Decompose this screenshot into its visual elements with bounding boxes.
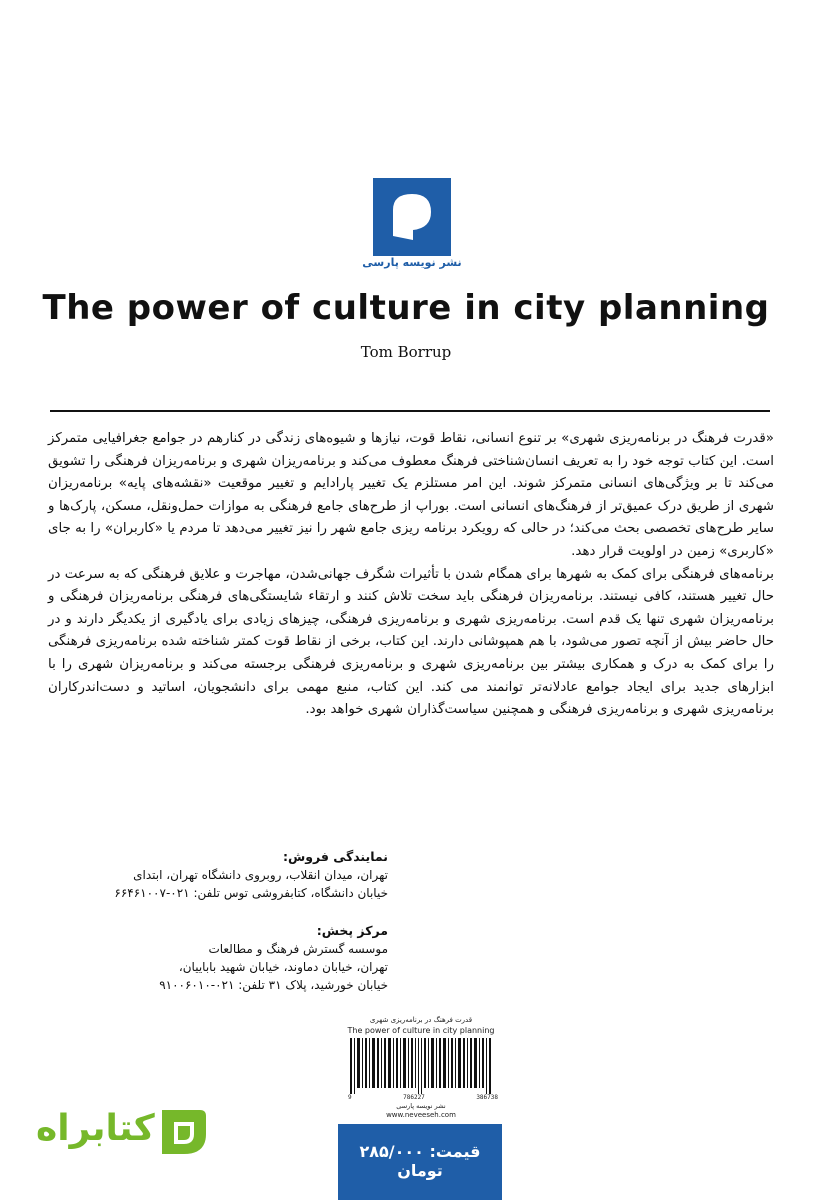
- barcode-title-fa: قدرت فرهنگ در برنامه‌ریزی شهری: [369, 1016, 473, 1024]
- publisher-logo: [373, 178, 451, 256]
- sales-info: [68, 848, 388, 902]
- barcode-digit-1: 9: [348, 1094, 352, 1101]
- sales-line-1: تهران، میدان انقلاب، روبروی دانشگاه تهران، ابتدای: [133, 868, 388, 882]
- barcode-block: [342, 1016, 500, 1120]
- book-title: The power of culture in city planning: [42, 288, 770, 328]
- barcode-title-en: The power of culture in city planning: [347, 1026, 495, 1035]
- description-paragraph-1: «قدرت فرهنگ در برنامه‌ریزی شهری» بر تنوع انسانی، نقاط قوت، نیازها و شیوه‌های زندگی در کنارهم در جوامع جغرافیایی متمرکز است. این کتاب توجه خود را به تعریف انسان‌شناختی فرهنگ معطوف می‌کند و برنامه‌ریزان شهری و برنامه‌ریزان فرهنگی را تشویق می‌کند تا بر ویژگی‌های انسانی متمرکز شوند. این امر مستلزم یک تغییر پارادایم و تغییر موقعیت «نقشه‌های پایه» برنامه‌ریزان شهری از طریق درک عمیق‌تر از فرهنگ‌های انسانی است. بوراپ از طرح‌های جامع فرهنگی به موازات حمل‌ونقل، مسکن، پارک‌ها و سایر طرح‌های تخصصی بحث می‌کند؛ در حالی که رویکرد برنامه ریزی جامع شهر را نیز تغییر می‌دهد تا مردم یا «کاربران» را به جای «کاربری» زمین در اولویت قرار دهد.: [48, 431, 774, 559]
- description-paragraph-2: برنامه‌های فرهنگی برای کمک به شهرها برای همگام شدن با تأثیرات شگرف جهانی‌شدن، مهاجرت و علایق فرهنگی که به سرعت در حال تغییر هستند، کافی نیستند. برنامه‌ریزان فرهنگی باید سخت تلاش کنند و ارتقاء شایستگی‌های فرهنگی برنامه‌ریزان فرهنگی و برنامه‌ریزان شهری تنها یک قدم است. برنامه‌ریزی شهری و برنامه‌ریزی فرهنگی، چیزهای زیادی برای یادگیری از یکدیگر دارند و در حال حاضر بیش از آنچه تصور می‌شود، با هم همپوشانی دارند. این کتاب، برخی از نقاط قوت کمتر شناخته شده برنامه‌ریزی فرهنگی را برای کمک به درک و همکاری بیشتر بین برنامه‌ریزی شهری و برنامه‌ریزی فرهنگی برجسته می‌کند و برنامه‌ریزان شهری را با ابزارهای جدید برای ایجاد جوامع عادلانه‌تر توانمند می کند. این کتاب، منبع مهمی برای دانشجویان، اساتید و دست‌اندرکاران برنامه‌ریزی شهری و برنامه‌ریزی فرهنگی و همچنین سیاست‌گذاران شهری خواهد بود.: [48, 566, 774, 718]
- sales-line-2: خیابان دانشگاه، کتابفروشی توس تلفن: ۰۲۱-۶۶۴۶۱۰۰۷: [114, 886, 388, 900]
- distribution-line-1: موسسه گسترش فرهنگ و مطالعات: [208, 942, 388, 956]
- publisher-logo-caption: نشر نویسه پارسی: [362, 256, 462, 269]
- ketabrah-book-icon: [150, 1104, 212, 1160]
- barcode-digit-group-2: 786227: [403, 1094, 425, 1101]
- distribution-line-3: خیابان خورشید، پلاک ۳۱ تلفن: ۰۲۱-۹۱۰۰۶۰۱۰: [159, 978, 388, 992]
- distribution-line-2: تهران، خیابان دماوند، خیابان شهید باباییان،: [178, 960, 388, 974]
- distribution-heading: مرکز پخش:: [316, 923, 388, 938]
- publisher-logo-icon: [373, 178, 451, 256]
- barcode-publisher: نشر نویسه پارسی: [396, 1102, 446, 1110]
- price-label: قیمت: ۲۸۵/۰۰۰ تومان: [359, 1142, 481, 1180]
- distribution-info: [68, 922, 388, 994]
- price-box: [338, 1124, 502, 1200]
- barcode-digit-group-3: 386738: [476, 1094, 498, 1101]
- book-description: [48, 428, 774, 722]
- barcode-url: www.neveeseh.com: [386, 1111, 456, 1119]
- divider-rule: [50, 410, 770, 412]
- ketabrah-logo: [36, 1098, 216, 1160]
- barcode-digits: [348, 1094, 498, 1101]
- barcode-icon: [350, 1038, 492, 1094]
- ketabrah-logo-text: کتابراه: [36, 1108, 155, 1149]
- book-author: Tom Borrup: [360, 343, 452, 361]
- sales-heading: نمایندگی فروش:: [282, 849, 388, 864]
